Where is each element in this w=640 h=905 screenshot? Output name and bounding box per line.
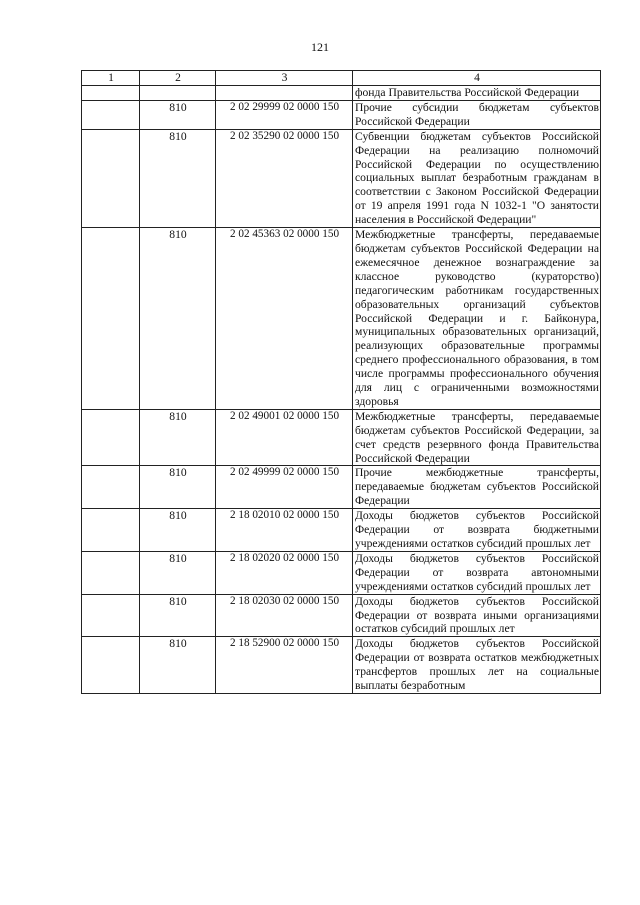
- cell-col-1: [82, 100, 140, 129]
- budget-classification-table: [81, 70, 601, 694]
- cell-admin-code: 810: [140, 129, 216, 227]
- table-row: [82, 509, 601, 552]
- cell-description: Доходы бюджетов субъектов Российской Федерации от возврата автономными учреждениями остатков субсидий прошлых лет: [353, 551, 601, 594]
- cell-admin-code: 810: [140, 228, 216, 410]
- cell-income-code: 2 02 35290 02 0000 150: [216, 129, 353, 227]
- cell-col-1: [82, 466, 140, 509]
- column-header-2: 2: [140, 71, 216, 86]
- cell-description: Прочие субсидии бюджетам субъектов Российской Федерации: [353, 100, 601, 129]
- cell-description: Межбюджетные трансферты, передаваемые бюджетам субъектов Российской Федерации на ежемесячное денежное вознаграждение за классное руководство (кураторство) педагогическим работникам государственных образовательных организаций субъектов Российской Федерации и г. Байконура, муниципальных образовательных организаций, реализующих образовательные программы среднего профессионального образования, в том числе программы профессионального обучения для лиц с ограниченными возможностями здоровья: [353, 228, 601, 410]
- cell-description: Межбюджетные трансферты, передаваемые бюджетам субъектов Российской Федерации, за счет средств резервного фонда Правительства Российской Федерации: [353, 409, 601, 466]
- header-row: [82, 71, 601, 86]
- cell-col-1: [82, 509, 140, 552]
- cell-income-code: 2 18 02020 02 0000 150: [216, 551, 353, 594]
- cell-col-1: [82, 551, 140, 594]
- table-row: [82, 409, 601, 466]
- table-row: [82, 100, 601, 129]
- cell-col-1: [82, 86, 140, 101]
- cell-admin-code: 810: [140, 409, 216, 466]
- cell-income-code: 2 18 02010 02 0000 150: [216, 509, 353, 552]
- table-row: [82, 86, 601, 101]
- table-row: [82, 594, 601, 637]
- cell-admin-code: 810: [140, 594, 216, 637]
- column-header-1: 1: [82, 71, 140, 86]
- cell-admin-code: 810: [140, 100, 216, 129]
- cell-description: Доходы бюджетов субъектов Российской Федерации от возврата бюджетными учреждениями остатков субсидий прошлых лет: [353, 509, 601, 552]
- cell-income-code: 2 02 29999 02 0000 150: [216, 100, 353, 129]
- column-header-4: 4: [353, 71, 601, 86]
- table-row: [82, 129, 601, 227]
- cell-admin-code: 810: [140, 509, 216, 552]
- cell-col-1: [82, 637, 140, 694]
- table-row: [82, 228, 601, 410]
- cell-admin-code: 810: [140, 637, 216, 694]
- cell-income-code: 2 18 02030 02 0000 150: [216, 594, 353, 637]
- cell-income-code: 2 02 45363 02 0000 150: [216, 228, 353, 410]
- cell-admin-code: 810: [140, 466, 216, 509]
- table-row: [82, 551, 601, 594]
- cell-description: Субвенции бюджетам субъектов Российской Федерации на реализацию полномочий Российской Федерации по осуществлению социальных выплат безработным гражданам в соответствии с Законом Российской Федерации от 19 апреля 1991 года N 1032-1 "О занятости населения в Российской Федерации": [353, 129, 601, 227]
- table-row: [82, 466, 601, 509]
- cell-income-code: 2 18 52900 02 0000 150: [216, 637, 353, 694]
- cell-col-1: [82, 129, 140, 227]
- cell-description: Прочие межбюджетные трансферты, передаваемые бюджетам субъектов Российской Федерации: [353, 466, 601, 509]
- cell-col-1: [82, 594, 140, 637]
- page-number: 121: [311, 40, 329, 54]
- cell-income-code: [216, 86, 353, 101]
- cell-admin-code: [140, 86, 216, 101]
- column-header-3: 3: [216, 71, 353, 86]
- cell-income-code: 2 02 49001 02 0000 150: [216, 409, 353, 466]
- table-row: [82, 637, 601, 694]
- cell-income-code: 2 02 49999 02 0000 150: [216, 466, 353, 509]
- cell-admin-code: 810: [140, 551, 216, 594]
- cell-col-1: [82, 228, 140, 410]
- cell-description: Доходы бюджетов субъектов Российской Федерации от возврата иными организациями остатков субсидий прошлых лет: [353, 594, 601, 637]
- cell-col-1: [82, 409, 140, 466]
- cell-description: фонда Правительства Российской Федерации: [353, 86, 601, 101]
- cell-description: Доходы бюджетов субъектов Российской Федерации от возврата остатков межбюджетных трансфертов прошлых лет на социальные выплаты безработным: [353, 637, 601, 694]
